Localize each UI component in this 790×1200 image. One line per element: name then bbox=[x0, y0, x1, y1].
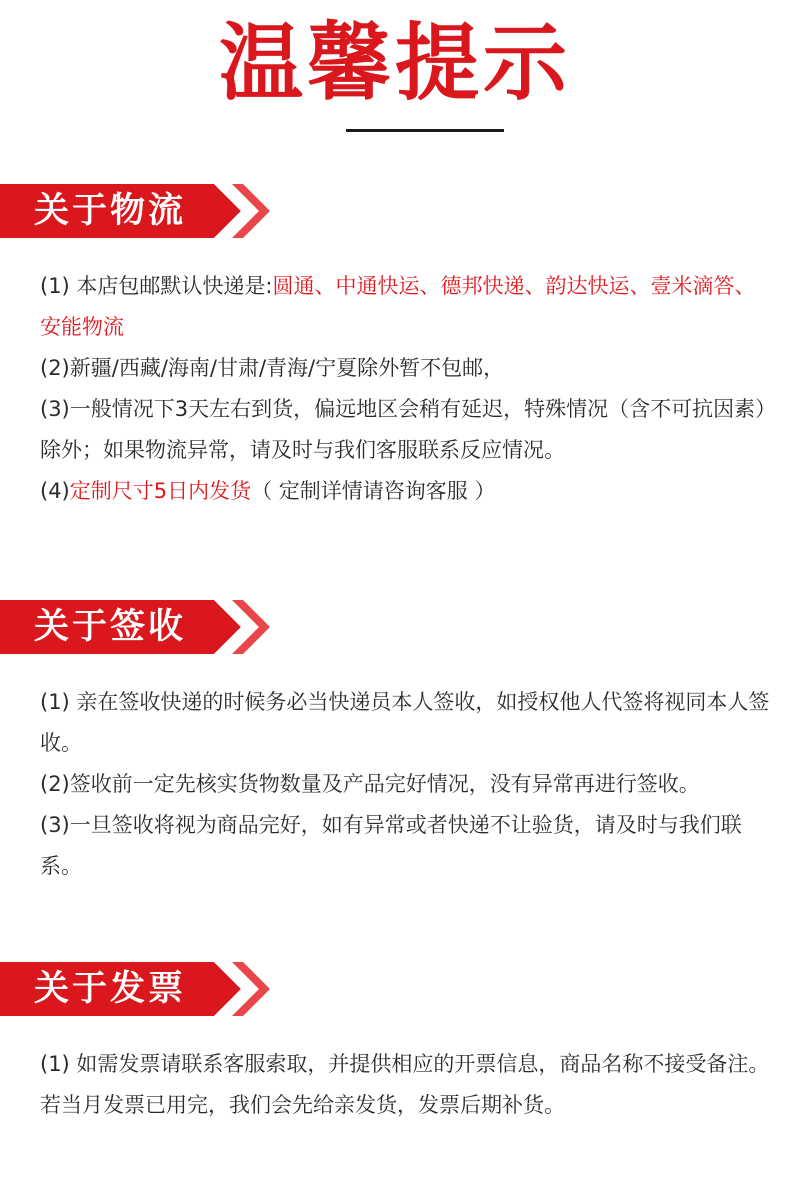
invoice-item-1: (1) 如需发票请联系客服索取，并提供相应的开票信息，商品名称不接受备注。 bbox=[40, 1052, 770, 1076]
invoice-item-2: 若当月发票已用完，我们会先给亲发货，发票后期补货。 bbox=[40, 1093, 565, 1117]
signing-heading: 关于签收 bbox=[34, 607, 187, 647]
signing-item-1: (1) 亲在签收快递的时候务必当快递员本人签收，如授权他人代签将视同本人签收。 bbox=[40, 690, 770, 755]
title-underline bbox=[346, 129, 504, 132]
custom-size-shipping-note: 定制尺寸5日内发货 bbox=[69, 479, 252, 503]
logistics-item-1 bbox=[40, 266, 770, 348]
logistics-item-4 bbox=[40, 471, 770, 512]
page-title: 温馨提示 bbox=[218, 14, 571, 112]
invoice-heading: 关于发票 bbox=[34, 969, 187, 1009]
logistics-item-2: (2)新疆/西藏/海南/甘肃/青海/宁夏除外暂不包邮， bbox=[40, 356, 505, 380]
signing-content bbox=[40, 682, 770, 887]
logistics-item-1-text: (1) 本店包邮默认快递是: bbox=[40, 274, 273, 298]
signing-banner bbox=[0, 600, 270, 654]
courier-list: 圆通、中通快运、德邦快递、韵达快运、壹米滴答、安能物流 bbox=[40, 274, 756, 339]
logistics-content bbox=[40, 266, 770, 512]
signing-item-2: (2)签收前一定先核实货物数量及产品完好情况，没有异常再进行签收。 bbox=[40, 772, 700, 796]
logistics-banner bbox=[0, 184, 270, 238]
custom-details-note: （ 定制详情请咨询客服 ） bbox=[251, 479, 496, 503]
logistics-item-4-number: (4) bbox=[40, 479, 70, 503]
invoice-content bbox=[40, 1044, 770, 1126]
logistics-item-3: (3)一般情况下3天左右到货，偏远地区会稍有延迟，特殊情况（含不可抗因素）除外；如果物流异常，请及时与我们客服联系反应情况。 bbox=[40, 397, 766, 462]
invoice-banner bbox=[0, 962, 270, 1016]
logistics-heading: 关于物流 bbox=[34, 191, 187, 231]
signing-item-3: (3)一旦签收将视为商品完好，如有异常或者快递不让验货，请及时与我们联系。 bbox=[40, 813, 742, 878]
